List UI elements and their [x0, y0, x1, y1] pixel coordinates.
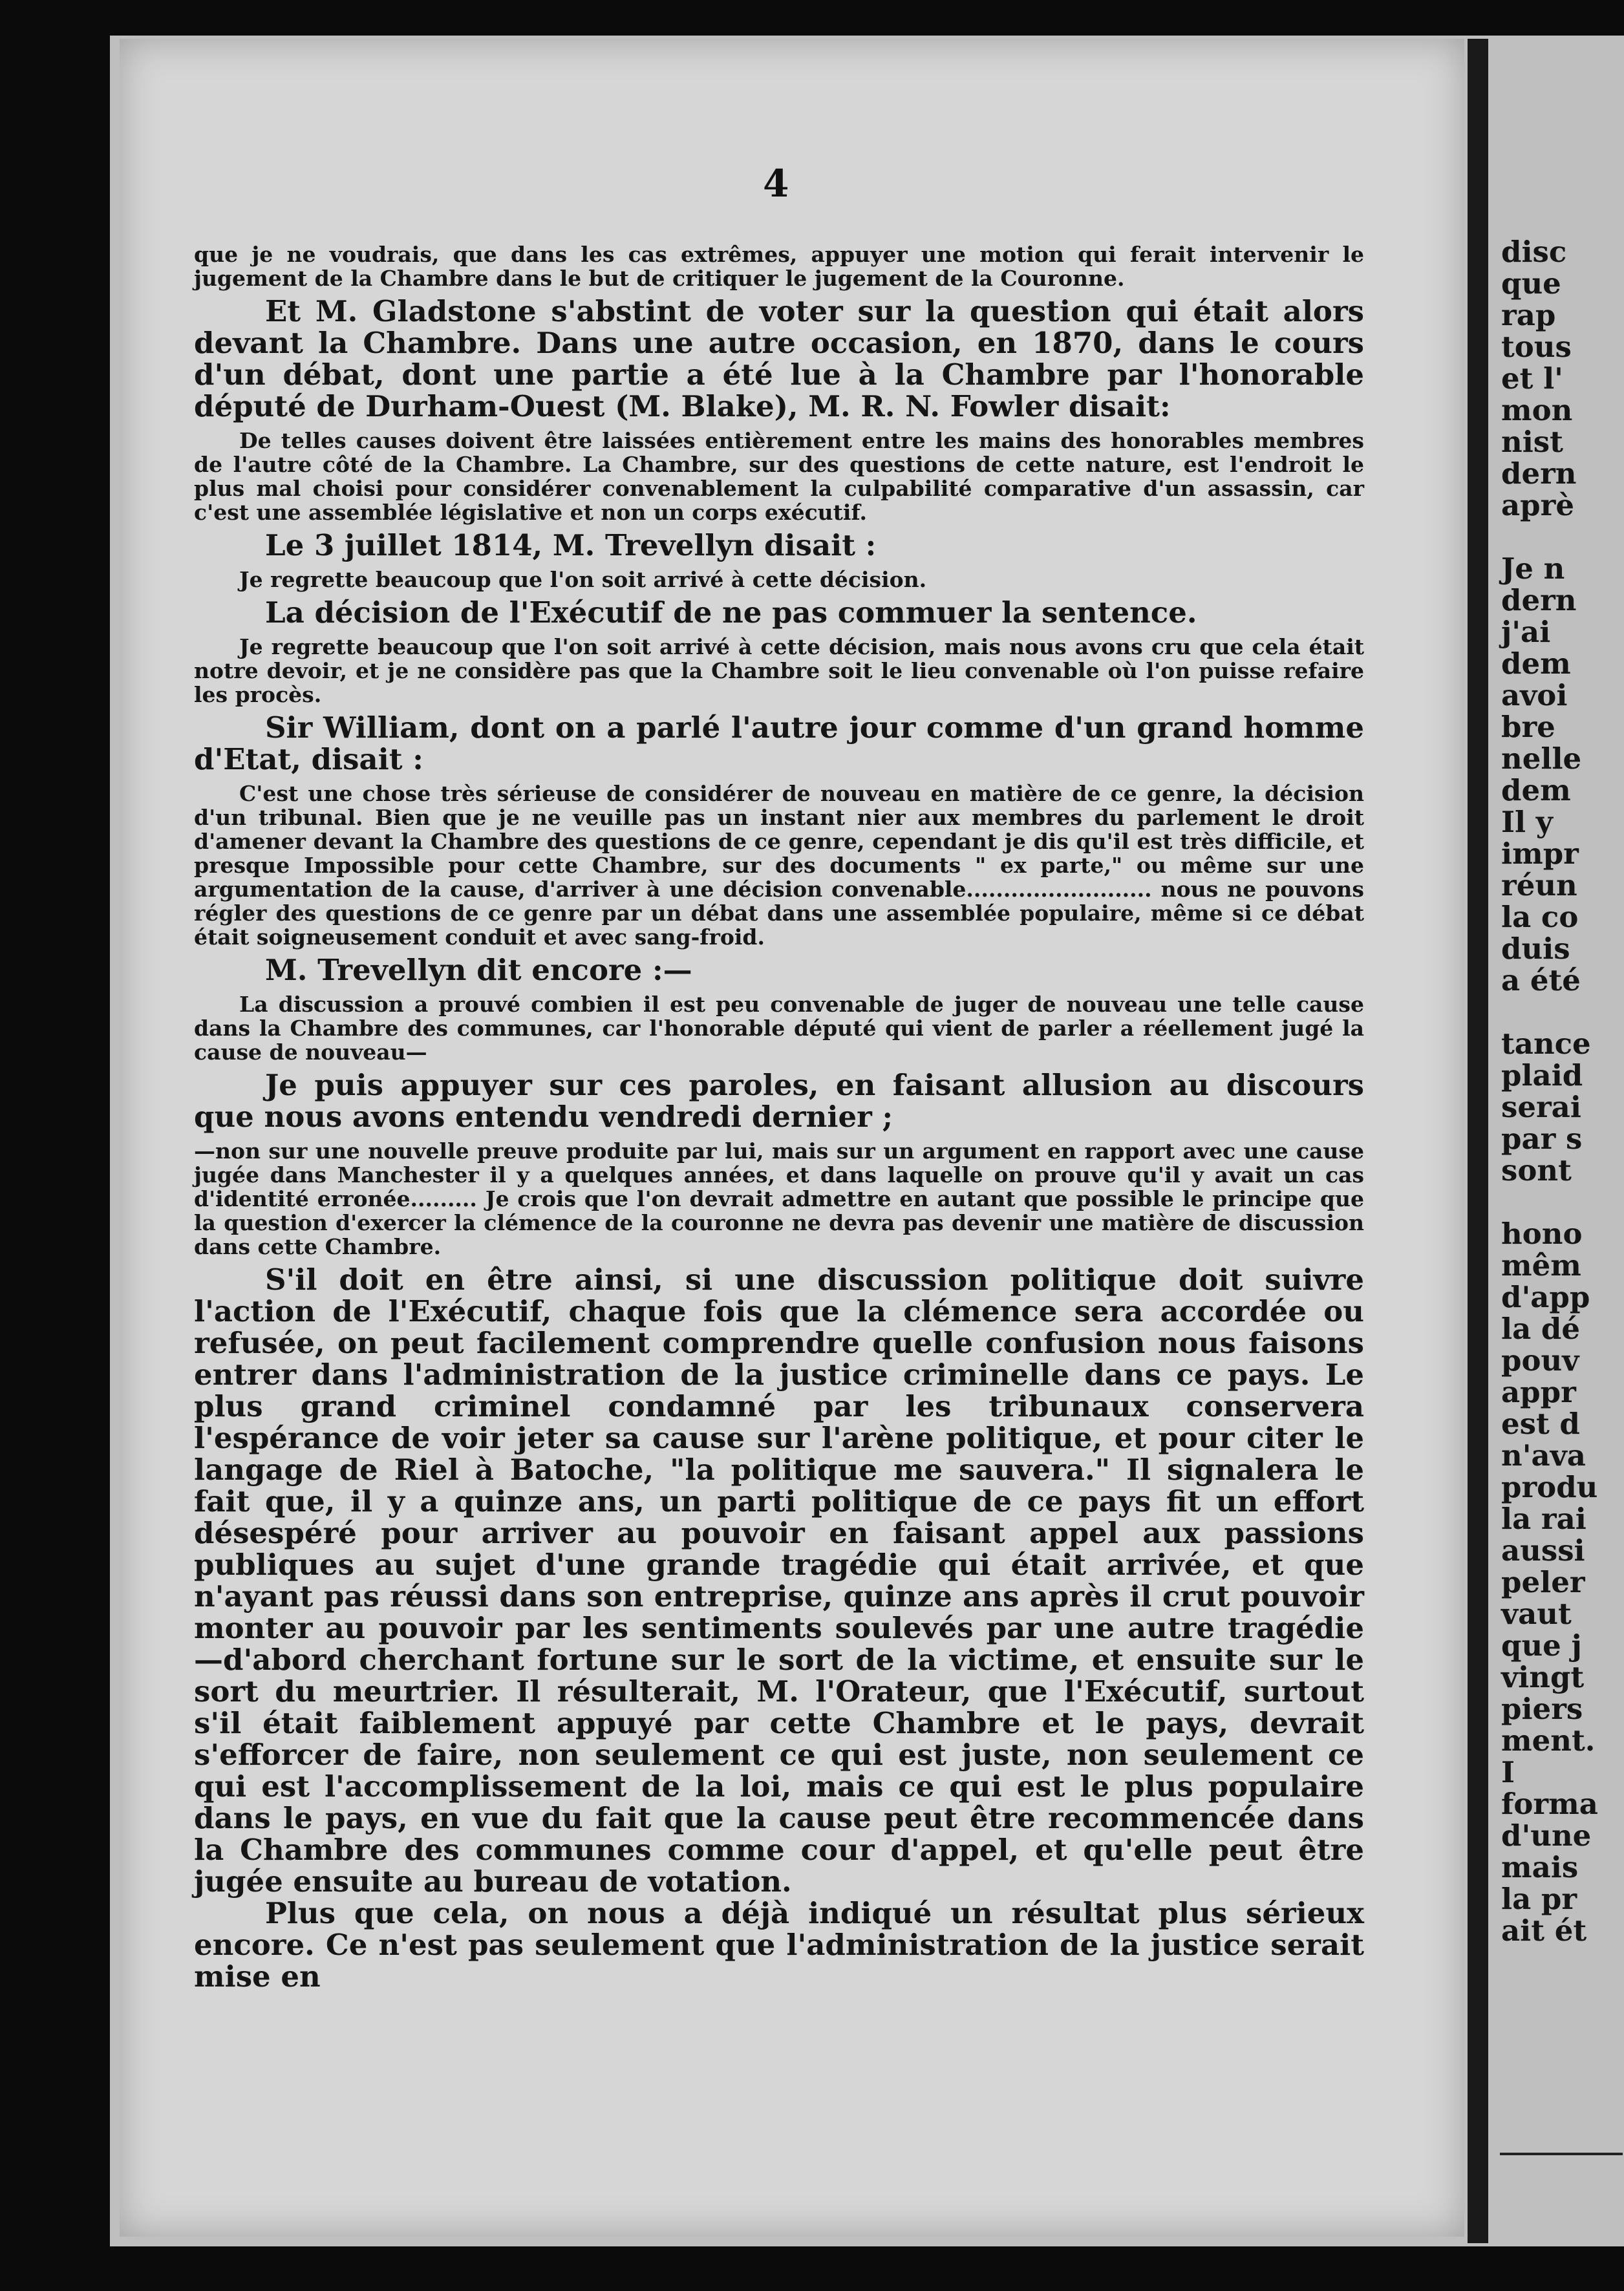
body-paragraph: Plus que cela, on nous a déjà indiqué un résultat plus sérieux encore. Ce n'est pas seulement que l'administration de la justice serait mise en: [194, 1896, 1364, 1994]
body-paragraph: La décision de l'Exécutif de ne pas commuer la sentence.: [265, 595, 1197, 630]
fragment-line: produ: [1501, 1470, 1598, 1504]
fragment-line: n'ava: [1501, 1438, 1586, 1473]
fragment-line: disc: [1501, 235, 1567, 269]
fragment-line: Il y: [1501, 805, 1553, 839]
body-paragraph: M. Trevellyn dit encore :—: [265, 953, 692, 987]
fragment-line: et l': [1501, 361, 1563, 396]
fragment-line: appr: [1501, 1375, 1576, 1409]
fragment-line: j'ai: [1501, 615, 1551, 649]
quoted-paragraph: Je regrette beaucoup que l'on soit arrivé à cette décision, mais nous avons cru que cela était notre devoir, et je ne considère pas que la Chambre soit le lieu convenable où l'on puisse refaire les procès.: [194, 634, 1364, 707]
rule-line: [1500, 2153, 1623, 2155]
fragment-line: ait ét: [1501, 1913, 1587, 1948]
fragment-line: Je n: [1501, 551, 1565, 586]
fragment-line: I: [1501, 1755, 1515, 1789]
fragment-line: impr: [1501, 836, 1579, 871]
fragment-line: [1501, 996, 1624, 1028]
fragment-line: rap: [1501, 298, 1556, 332]
fragment-line: dem: [1501, 646, 1571, 681]
fragment-line: piers: [1501, 1692, 1583, 1726]
body-paragraph: Sir William, dont on a parlé l'autre jour comme d'un grand homme d'Etat, disait :: [194, 710, 1364, 776]
quoted-paragraph: que je ne voudrais, que dans les cas extrêmes, appuyer une motion qui ferait intervenir le jugement de la Chambre dans le but de critiquer le jugement de la Couronne.: [194, 242, 1364, 291]
fragment-line: réun: [1501, 868, 1577, 902]
fragment-line: mon: [1501, 393, 1573, 427]
fragment-line: est d: [1501, 1407, 1580, 1441]
fragment-line: duis: [1501, 932, 1570, 966]
fragment-line: a été: [1501, 963, 1581, 997]
fragment-line: dern: [1501, 456, 1577, 491]
fragment-line: ment.: [1501, 1723, 1596, 1758]
body-paragraph: Je puis appuyer sur ces paroles, en faisant allusion au discours que nous avons entendu vendredi dernier ;: [194, 1068, 1364, 1134]
quoted-paragraph: La discussion a prouvé combien il est peu convenable de juger de nouveau une telle cause dans la Chambre des communes, car l'honorable député qui vient de parler a réellement jugé la cause de nouveau—: [194, 992, 1364, 1065]
fragment-line: la pr: [1501, 1882, 1577, 1916]
fragment-line: d'app: [1501, 1280, 1590, 1314]
fragment-line: dem: [1501, 773, 1571, 807]
fragment-line: aussi: [1501, 1533, 1585, 1568]
body-paragraph: Le 3 juillet 1814, M. Trevellyn disait :: [265, 528, 877, 562]
fragment-line: avoi: [1501, 678, 1568, 712]
body-paragraph: Et M. Gladstone s'abstint de voter sur la question qui était alors devant la Chambre. Dans une autre occasion, en 1870, dans le cours d'un débat, dont une partie a été lue à la Chambre par l'honorable député de Durham-Ouest (M. Blake), M. R. N. Fowler disait:: [194, 294, 1364, 423]
fragment-line: [1501, 1186, 1624, 1218]
fragment-line: dern: [1501, 583, 1577, 617]
quoted-paragraph: De telles causes doivent être laissées entièrement entre les mains des honorables membres de l'autre côté de la Chambre. La Chambre, sur des questions de cette nature, est l'endroit le plus mal choisi pour considérer convenablement la culpabilité comparative d'un assassin, car c'est une assemblée législative et non un corps exécutif.: [194, 428, 1364, 525]
page-gutter: [1468, 39, 1488, 2243]
fragment-line: [1501, 521, 1624, 553]
fragment-line: d'une: [1501, 1818, 1592, 1853]
fragment-line: la rai: [1501, 1502, 1587, 1536]
quoted-paragraph: Je regrette beaucoup que l'on soit arrivé à cette décision.: [239, 567, 927, 592]
fragment-line: plaid: [1501, 1058, 1583, 1092]
fragment-line: mais: [1501, 1850, 1579, 1884]
fragment-line: vaut: [1501, 1597, 1572, 1631]
fragment-line: peler: [1501, 1565, 1585, 1599]
fragment-line: que: [1501, 266, 1561, 301]
fragment-line: par s: [1501, 1122, 1583, 1156]
fragment-line: nelle: [1501, 741, 1582, 776]
fragment-line: forma: [1501, 1787, 1598, 1821]
fragment-line: nist: [1501, 425, 1563, 459]
fragment-line: serai: [1501, 1090, 1581, 1124]
page-number: 4: [763, 162, 789, 206]
fragment-line: tance: [1501, 1027, 1591, 1061]
fragment-line: bre: [1501, 710, 1555, 744]
fragment-line: sont: [1501, 1153, 1572, 1188]
adjacent-page-fragment: [1501, 236, 1624, 1946]
fragment-line: hono: [1501, 1217, 1583, 1251]
body-paragraph: S'il doit en être ainsi, si une discussion politique doit suivre l'action de l'Exécutif, chaque fois que la clémence sera accordée ou refusée, on peut facilement comprendre quelle confusion nous faisons entrer dans l'administration de la justice criminelle dans ce pays. Le plus grand criminel condamné par les tribunaux conservera l'espérance de voir jeter sa cause sur l'arène politique, et pour citer le langage de Riel à Batoche, "la politique me sauvera." Il signalera le fait que, il y a quinze ans, un parti politique de ce pays fit un effort désespéré pour arriver au pouvoir en faisant appel aux passions publiques au sujet d'une grande tragédie qui était arrivée, et que n'ayant pas réussi dans son entreprise, quinze ans après il crut pouvoir monter au pouvoir par les sentiments soulevés par une autre tragédie—d'abord cherchant fortune sur le sort de la victime, et ensuite sur le sort du meurtrier. Il résulterait, M. l'Orateur, que l'Exécutif, surtout s'il était faiblement appuyé par cette Chambre et le pays, devrait s'efforcer de faire, non seulement ce qui est juste, non seulement ce qui est l'accomplissement de la loi, mais ce qui est le plus populaire dans le pays, en vue du fait que la cause peut être recommencée dans la Chambre des communes comme cour d'appel, et qu'elle peut être jugée ensuite au bureau de votation.: [194, 1263, 1364, 1899]
fragment-line: que j: [1501, 1628, 1582, 1663]
quoted-paragraph: C'est une chose très sérieuse de considérer de nouveau en matière de ce genre, la décision d'un tribunal. Bien que je ne veuille pas un instant nier aux membres du parlement le droit d'amener devant la Chambre des questions de ce genre, cependant je dis qu'il est très difficile, et presque Impossible pour cette Chambre, sur des documents " ex parte," ou même sur une argumentation de la cause, d'arriver à une décision convenable......................... nous ne pouvons régler des questions de ce genre par un débat dans une assemblée populaire, même si ce débat était soigneusement conduit et avec sang-froid.: [194, 781, 1364, 950]
fragment-line: la co: [1501, 900, 1579, 934]
fragment-line: aprè: [1501, 488, 1574, 522]
fragment-line: vingt: [1501, 1660, 1585, 1694]
main-text-column: [194, 236, 1364, 1992]
fragment-line: mêm: [1501, 1248, 1581, 1283]
fragment-line: tous: [1501, 330, 1572, 364]
quoted-paragraph: —non sur une nouvelle preuve produite par lui, mais sur un argument en rapport avec une cause jugée dans Manchester il y a quelques années, et dans laquelle on prouve qu'il y avait un cas d'identité erronée......... Je crois que l'on devrait admettre en autant que possible le principe que la question d'exercer la clémence de la couronne ne devra pas devenir une matière de discussion dans cette Chambre.: [194, 1138, 1364, 1259]
fragment-line: la dé: [1501, 1312, 1581, 1346]
fragment-line: pouv: [1501, 1343, 1579, 1378]
